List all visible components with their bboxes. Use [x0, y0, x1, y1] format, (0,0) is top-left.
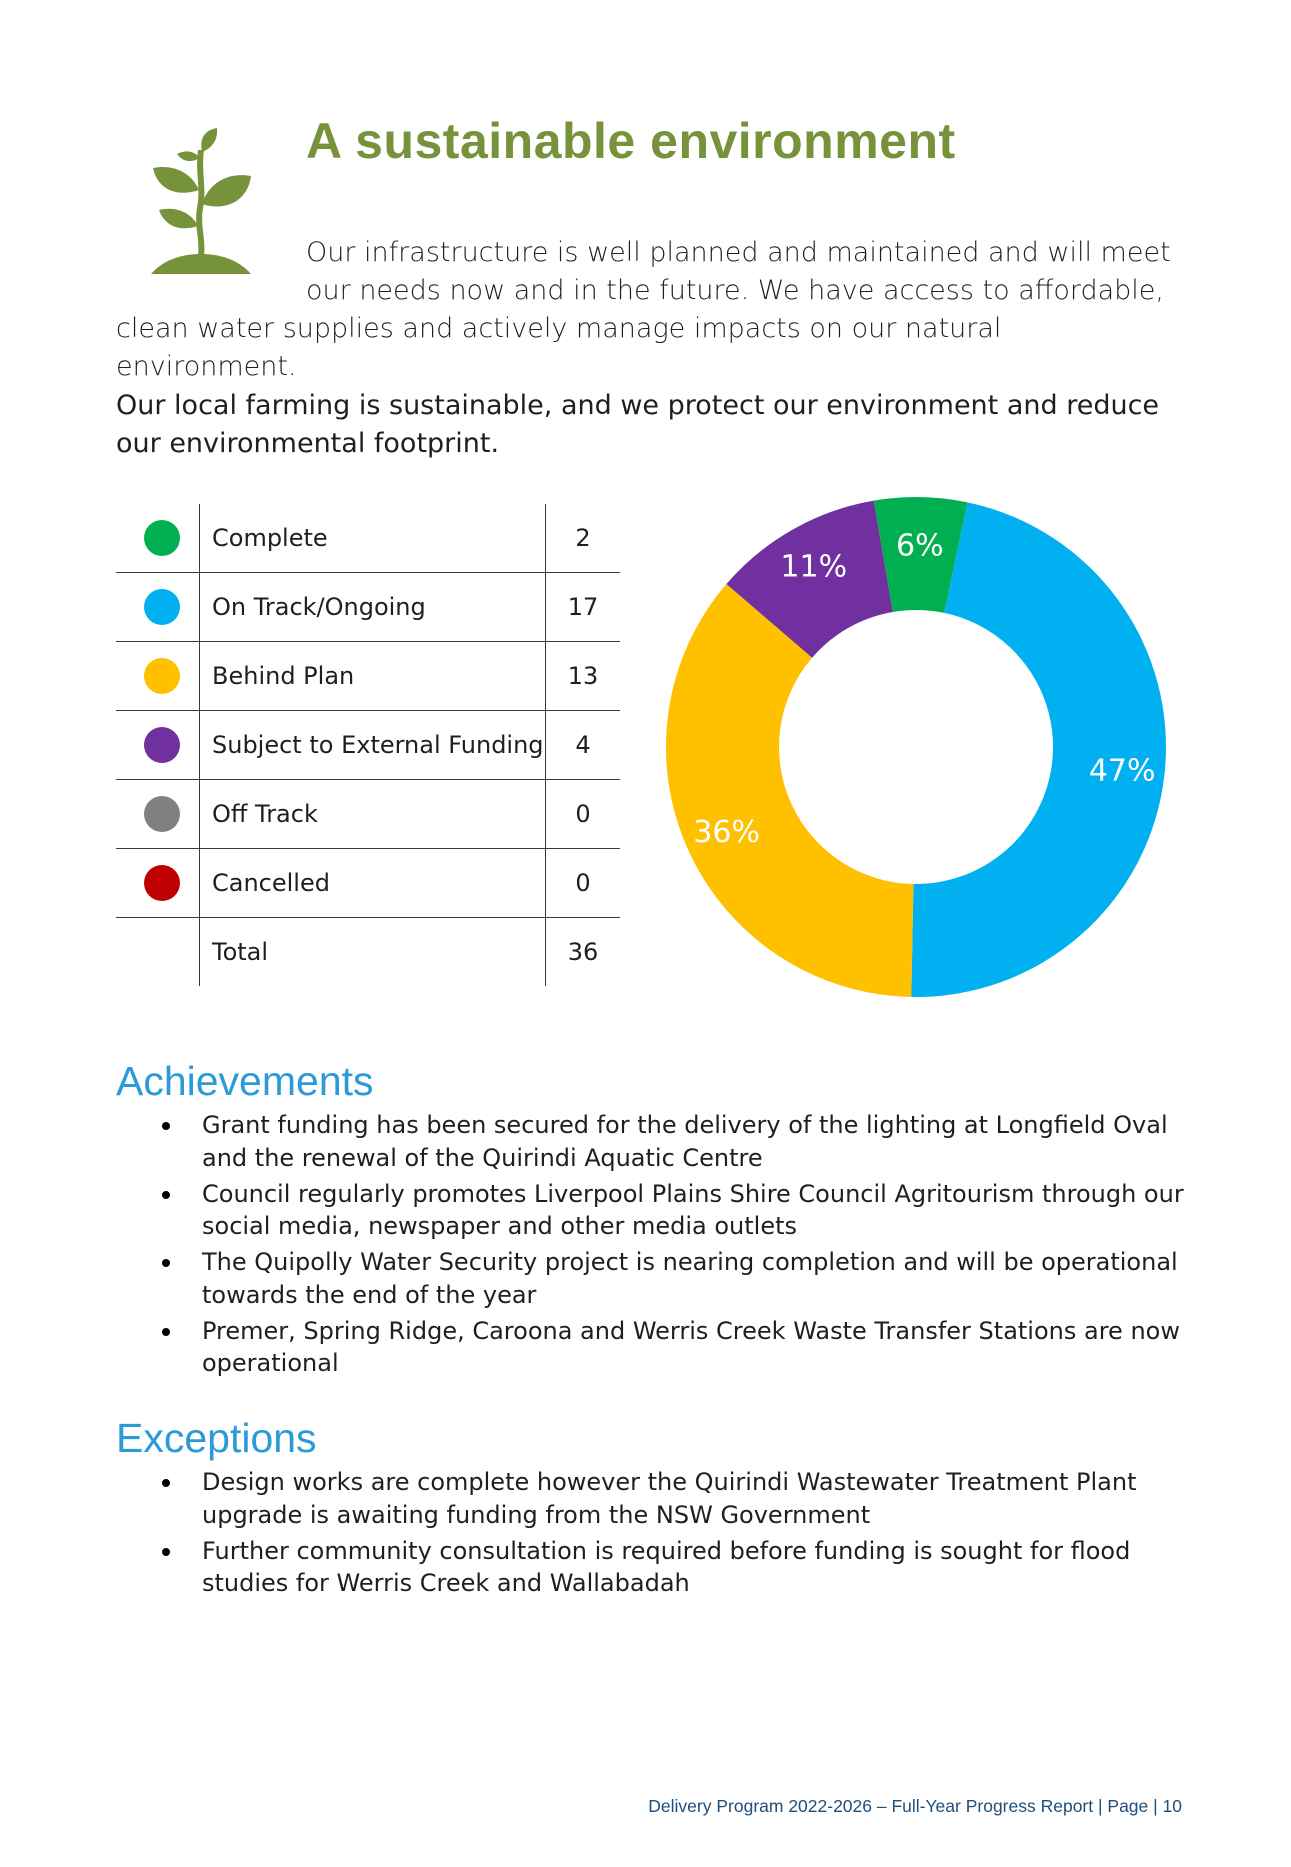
donut-data-label: 36%	[693, 814, 760, 850]
table-row	[116, 711, 620, 780]
list-item: Grant funding has been secured for the delivery of the lighting at Longfield Oval and the renewal of the Quirindi Aquatic Centre	[116, 1109, 1186, 1174]
list-item: The Quipolly Water Security project is nearing completion and will be operational towards the end of the year	[116, 1246, 1186, 1311]
status-count: 4	[546, 711, 621, 780]
total-label: Total	[200, 918, 546, 987]
table-row	[116, 642, 620, 711]
status-dot-cancelled	[144, 865, 180, 901]
exceptions-heading: Exceptions	[116, 1415, 317, 1461]
status-donut-chart	[656, 490, 1176, 1010]
achievements-list	[116, 1109, 1186, 1383]
status-dot-complete	[144, 520, 180, 556]
table-row	[116, 849, 620, 918]
status-count: 17	[546, 573, 621, 642]
status-label: Behind Plan	[200, 642, 546, 711]
table-row-total	[116, 918, 620, 987]
status-count: 0	[546, 780, 621, 849]
status-dot-external-funding	[144, 727, 180, 763]
table-row	[116, 780, 620, 849]
status-dot-behind-plan	[144, 658, 180, 694]
status-label: Complete	[200, 504, 546, 573]
intro-paragraph	[116, 234, 1186, 386]
intro-paragraph-2: Our local farming is sustainable, and we protect our environment and reduce our environmental footprint.	[116, 390, 1160, 459]
list-item: Premer, Spring Ridge, Caroona and Werris Creek Waste Transfer Stations are now operational	[116, 1315, 1186, 1380]
status-label: Cancelled	[200, 849, 546, 918]
status-dot-off-track	[144, 796, 180, 832]
list-item: Further community consultation is required before funding is sought for flood studies for Werris Creek and Wallabadah	[116, 1535, 1186, 1600]
donut-slice-behind-plan	[666, 584, 913, 997]
donut-data-label: 47%	[1088, 753, 1156, 789]
exceptions-list	[116, 1466, 1186, 1603]
status-label: On Track/Ongoing	[200, 573, 546, 642]
logo-spacer	[116, 234, 306, 310]
status-count: 2	[546, 504, 621, 573]
table-row	[116, 573, 620, 642]
page-footer: Delivery Program 2022-2026 – Full-Year Progress Report | Page | 10	[648, 1796, 1182, 1816]
status-summary-table	[116, 504, 620, 986]
donut-data-label: 11%	[780, 549, 848, 585]
status-dot-on-track	[144, 589, 180, 625]
table-row	[116, 504, 620, 573]
status-count: 0	[546, 849, 621, 918]
list-item: Council regularly promotes Liverpool Plains Shire Council Agritourism through our social media, newspaper and other media outlets	[116, 1178, 1186, 1243]
intro-text-1: Our infrastructure is well planned and maintained and will meet our needs now and in the future. We have access to affordable, clean water supplies and actively manage impacts on our natural environment.	[116, 237, 1171, 382]
status-count: 13	[546, 642, 621, 711]
list-item: Design works are complete however the Quirindi Wastewater Treatment Plant upgrade is awaiting funding from the NSW Government	[116, 1466, 1186, 1531]
status-label: Off Track	[200, 780, 546, 849]
donut-data-label: 6%	[896, 528, 944, 564]
page-title: A sustainable environment	[306, 113, 956, 169]
total-count: 36	[567, 938, 599, 966]
status-label: Subject to External Funding	[200, 711, 546, 780]
achievements-heading: Achievements	[116, 1058, 374, 1104]
